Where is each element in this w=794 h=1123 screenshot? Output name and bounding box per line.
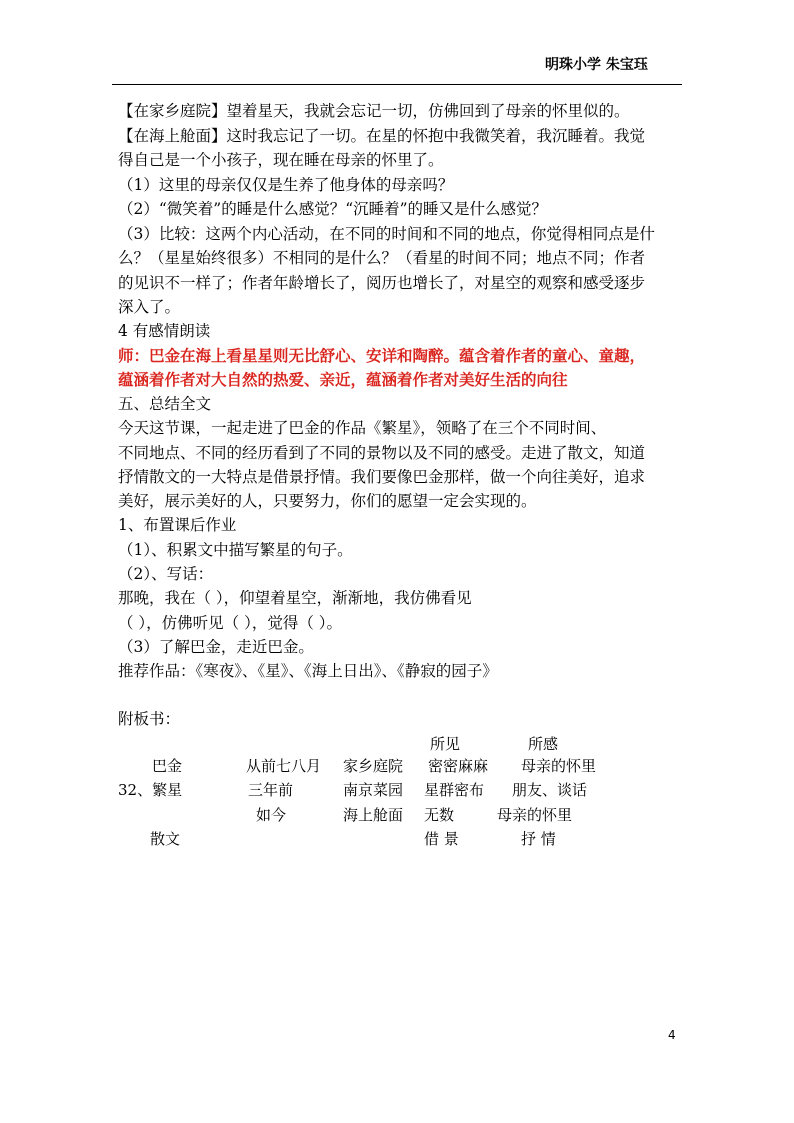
text-line: 【在家乡庭院】望着星天，我就会忘记一切，仿佛回到了母亲的怀里似的。 (118, 102, 630, 120)
text-line: 今天这节课，一起走进了巴金的作品《繁星》，领略了在三个不同时间、 (118, 419, 607, 437)
page-number: 4 (668, 1028, 676, 1042)
recommended-works: 推荐作品：《寒夜》、《星》、《海上日出》、《静寂的园子》 (118, 662, 498, 680)
board-cell: 星群密布 (424, 781, 485, 799)
teacher-note: 蕴涵着作者对大自然的热爱、亲近，蕴涵着作者对美好生活的向往 (118, 370, 568, 389)
section-heading: 1、布置课后作业 (118, 516, 237, 534)
text-line: 美好，展示美好的人，只要努力，你们的愿望一定会实现的。 (118, 492, 537, 510)
text-line: 深入了。 (118, 298, 181, 316)
question-3: （3）比较：这两个内心活动，在不同的时间和不同的地点，你觉得相同点是什 (118, 225, 655, 243)
board-cell: 海上舱面 (343, 806, 404, 824)
board-header-felt: 所感 (528, 735, 559, 753)
question-1: （1）这里的母亲仅仅是生养了他身体的母亲吗？ (118, 176, 454, 194)
question-2: （2）“微笑着”的睡是什么感觉？“沉睡着”的睡又是什么感觉？ (118, 200, 548, 218)
homework-item: （3）了解巴金，走近巴金。 (118, 638, 314, 656)
board-cell: 密密麻麻 (428, 757, 489, 775)
board-cell: 南京菜园 (343, 781, 404, 799)
text-line: 得自己是一个小孩子，现在睡在母亲的怀里了。 (118, 151, 444, 169)
board-cell: 32、繁星 (118, 781, 183, 799)
board-cell: 抒 情 (521, 830, 556, 848)
board-cell: 家乡庭院 (343, 757, 404, 775)
board-cell: 如今 (256, 806, 287, 824)
text-line: 不同地点、不同的经历看到了不同的景物以及不同的感受。走进了散文，知道 (118, 444, 646, 462)
board-cell: 散文 (150, 830, 181, 848)
board-cell: 朋友、谈话 (512, 781, 588, 799)
board-cell: 借 景 (424, 830, 459, 848)
board-title: 附板书： (118, 710, 181, 728)
fill-in-sentence: （ ），仿佛听见（ ），觉得（ ）。 (118, 614, 343, 632)
fill-in-sentence: 那晚，我在（ ），仰望着星空，渐渐地，我仿佛看见 (118, 589, 472, 607)
homework-item: （2）、写话： (118, 565, 214, 583)
board-cell: 母亲的怀里 (521, 757, 597, 775)
header-rule (112, 84, 682, 85)
board-cell: 无数 (424, 806, 455, 824)
board-cell: 三年前 (248, 781, 294, 799)
teacher-note: 师：巴金在海上看星星则无比舒心、安详和陶醉。蕴含着作者的童心、童趣， (118, 346, 646, 365)
text-line: 么？（星星始终很多）不相同的是什么？（看星的时间不同；地点不同；作者 (118, 249, 646, 267)
section-heading: 五、总结全文 (118, 395, 212, 413)
board-cell: 巴金 (152, 757, 183, 775)
homework-item: （1）、积累文中描写繁星的句子。 (118, 541, 353, 559)
board-cell: 母亲的怀里 (497, 806, 573, 824)
text-line: 的见识不一样了；作者年龄增长了，阅历也增长了，对星空的观察和感受逐步 (118, 274, 646, 292)
page-header: 明珠小学 朱宝珏 (545, 57, 648, 73)
section-heading: 4 有感情朗读 (118, 322, 211, 340)
board-header-seen: 所见 (430, 735, 461, 753)
text-line: 【在海上舱面】这时我忘记了一切。在星的怀抱中我微笑着，我沉睡着。我觉 (118, 127, 646, 145)
text-line: 抒情散文的一大特点是借景抒情。我们要像巴金那样，做一个向往美好，追求 (118, 468, 646, 486)
board-cell: 从前七八月 (246, 757, 322, 775)
